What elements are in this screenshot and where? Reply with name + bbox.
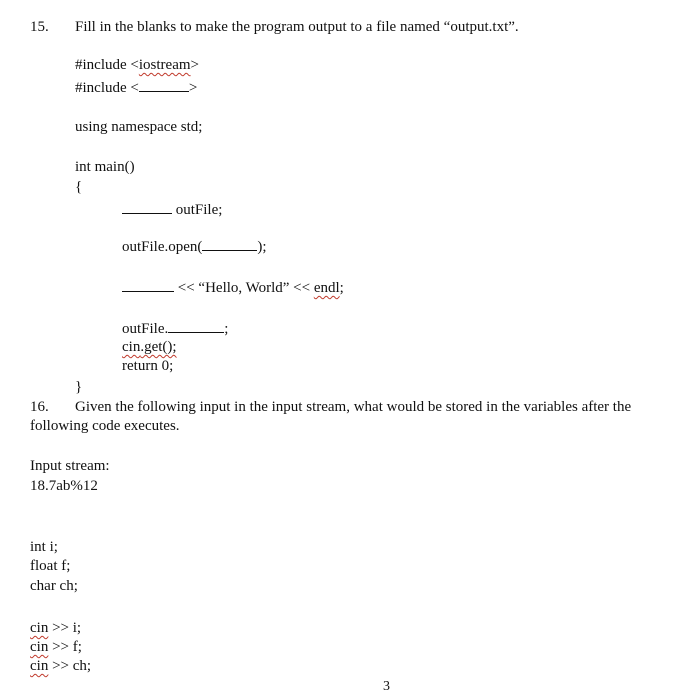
input-stream-label: Input stream: — [30, 458, 110, 474]
decl-float: float f; — [30, 558, 71, 574]
decl-char: char ch; — [30, 578, 78, 594]
code-write-line — [122, 277, 344, 297]
code-include-blank — [75, 77, 197, 97]
include-suffix: > — [188, 80, 198, 96]
read-f-line — [30, 638, 82, 656]
outfile-decl-text: outFile; — [175, 202, 223, 218]
output-stream-blank[interactable] — [122, 277, 174, 292]
read-i: >> i; — [48, 620, 82, 636]
read-i-line — [30, 619, 81, 637]
write-text: << “Hello, World” << — [177, 280, 314, 296]
include-prefix: #include < — [75, 57, 139, 73]
read-ch: >> ch; — [48, 658, 92, 674]
open-prefix: outFile.open( — [122, 239, 203, 255]
endl-semicolon: ; — [339, 280, 344, 296]
input-stream-value: 18.7ab%12 — [30, 478, 98, 494]
code-close-brace: } — [75, 379, 83, 395]
cin-word: cin — [30, 639, 49, 655]
code-include-iostream — [75, 56, 199, 74]
code-cin-get — [122, 338, 177, 356]
cin-word: cin — [30, 658, 49, 674]
code-outfile-close — [122, 318, 228, 338]
code-return: return 0; — [122, 358, 174, 374]
code-outfile-decl — [122, 199, 222, 219]
code-open-brace: { — [75, 179, 83, 195]
read-f: >> f; — [48, 639, 82, 655]
include-suffix: > — [190, 57, 199, 73]
code-int-main: int main() — [75, 159, 135, 175]
close-method-blank[interactable] — [168, 318, 224, 333]
cin-get-rest: .get(); — [140, 339, 177, 355]
page-number: 3 — [383, 679, 390, 694]
decl-int: int i; — [30, 539, 58, 555]
include-prefix: #include < — [75, 80, 139, 96]
stream-type-blank[interactable] — [122, 199, 172, 214]
endl-word: endl — [313, 280, 340, 296]
filename-blank[interactable] — [202, 236, 257, 251]
cin-word: cin — [122, 339, 141, 355]
close-suffix: ; — [224, 321, 229, 337]
iostream-word: iostream — [138, 57, 191, 73]
q16-prompt-line2: following code executes. — [30, 418, 180, 434]
cin-word: cin — [30, 620, 49, 636]
code-outfile-open — [122, 236, 267, 256]
q15-prompt: Fill in the blanks to make the program output to a file named “output.txt”. — [75, 19, 519, 35]
q16-number: 16. — [30, 399, 49, 415]
q16-prompt-line1: Given the following input in the input stream, what would be stored in the variables after the — [75, 399, 632, 415]
code-using-namespace: using namespace std; — [75, 119, 203, 135]
open-suffix: ); — [257, 239, 267, 255]
include-blank[interactable] — [139, 77, 189, 92]
close-prefix: outFile. — [122, 321, 169, 337]
q15-number: 15. — [30, 19, 49, 35]
read-ch-line — [30, 657, 91, 675]
